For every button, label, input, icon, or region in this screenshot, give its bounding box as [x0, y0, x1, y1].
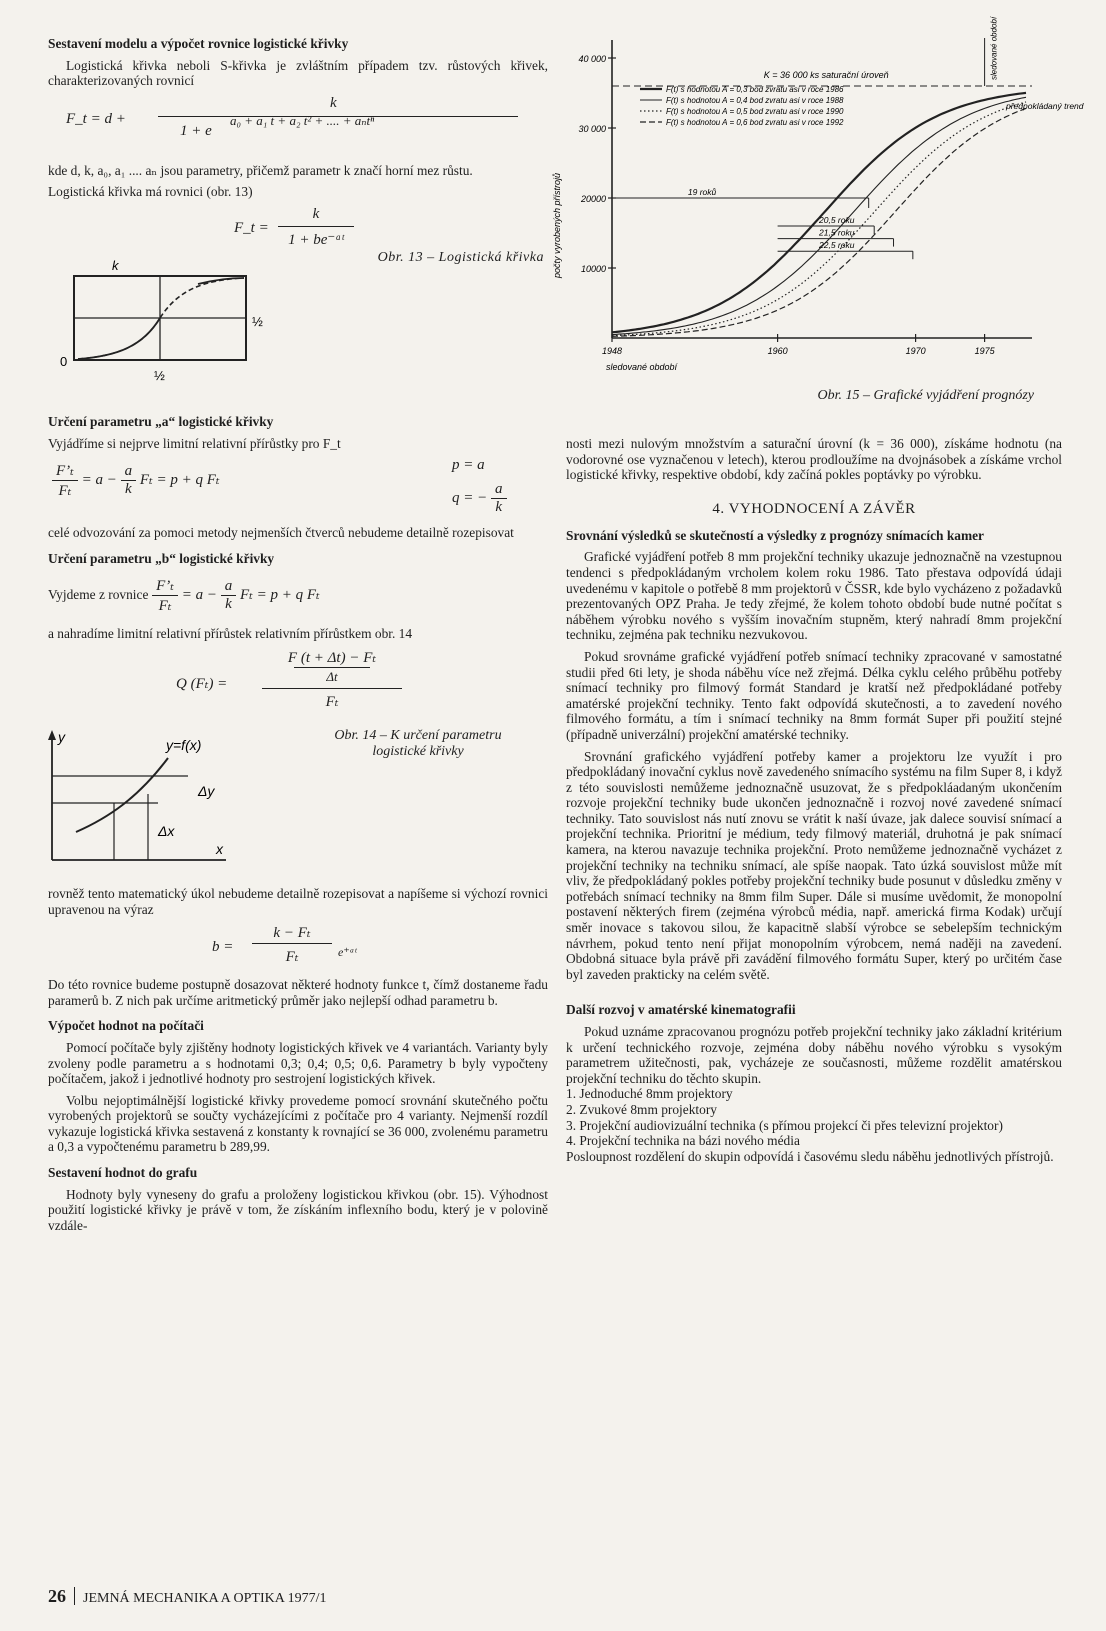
eqq-bar: [262, 688, 402, 689]
eqa-q: q = −: [452, 490, 488, 507]
x-axis-title: sledované období: [606, 362, 678, 372]
eqb-den: Fₜ: [158, 598, 172, 615]
eqb-mid: = a −: [181, 587, 217, 604]
eqb-pre: Vyjdeme z rovnice: [48, 587, 149, 603]
paragraph-r1: Grafické vyjádření potřeb 8 mm projekční techniky ukazuje jednoznačně na vzestupnou tendenci s předpokládaným vrcholem kolem roku 1986. Tato přestava odpovídá údaji uvedenému v kapitole o potřebě 8 mm projektorů v ČSSR, kde bylo vycházeno z požadavků prezentovaných OPZ Praha. Je tedy zřejmé, že kolem tohoto období bude nutné počítat s náběhem výrobku nového s vyšším inovačním stupněm, který nahradí 8mm projekční techniku, zejména pak techniku nezvukovou.: [566, 549, 1062, 643]
equation-growth: [48, 95, 548, 157]
x-tick-label: 1960: [767, 346, 788, 356]
list-item: 3. Projekční audiovizuální technika (s přímou projekcí či přes televizní projektor): [566, 1117, 1003, 1133]
chart-legend: [640, 85, 844, 127]
eqb-k-num: a: [221, 578, 237, 596]
legend-entry: F(t) s hodnotou A = 0,4 bod zvratu asi v roce 1988: [666, 96, 844, 105]
fig13-k-label: k: [112, 257, 119, 273]
y-tick-label: 10000: [580, 264, 606, 274]
figure-15: [552, 16, 1084, 430]
heading-model: Sestavení modelu a výpočet rovnice logistické křivky: [48, 36, 349, 51]
page-footer: [48, 1586, 326, 1607]
legend-entry: F(t) s hodnotou A = 0,5 bod zvratu asi v roce 1990: [666, 107, 844, 116]
eqbv-num: k − Fₜ: [273, 925, 311, 942]
equation-q: [48, 648, 548, 720]
eq2-den: 1 + be⁻ᵃᵗ: [288, 231, 344, 248]
eqb-k-den: k: [225, 596, 232, 613]
paragraph-r3: Srovnání grafického vyjádření potřeby kamer a projektoru lze využít i pro předpokládaný inovační cyklus nově zavedeného snímacího systému na film Super 8, i když z této souvislosti nemůžeme jednoznačně usuzovat, že s předpokláadaným ukončením rozvoje projekční techniky bude ukončen jednoznačně i rozvoj nové zavedené snímací techniky. Tato souvislost nás nutí znovu se vrátit k naší úvaze, jak dalece souvisí snímací a projekční technika. Prioritní je médium, tedy filmový materiál, druhotná je pak snímací kamera, na kterou navazuje technika projekční. Proto nemůžeme jednoznačně vycházet z projekční techniky na techniku snímací, ale spíše naopak. Tato úzká souvislost může mít vliv, že předpokládaný pokles potřeby projekční techniky bude posunut v důsledku změny v potřebách snímací techniky na 8mm film Super. Dále si musíme uvědomit, že monopolní postavení některých firem (zejména výrobců média, např. americká firma Kodak) určují směr inovace s takovou silou, že kapacitně slabší výrobce se sebelepším technickým návrhem, pokud tento není přijat monopolním výrobcem, nemá naději na zavedení. Obdobná situace byla právě při zavádění filmového formátu Super, který po určitém čase byl zaveden prakticky na celém světě.: [566, 748, 1062, 982]
eq2-bar: [278, 226, 354, 227]
eq1-den-a: 1 + e: [180, 122, 212, 139]
heading-param-b: Určení parametru „b“ logistické křivky: [48, 550, 275, 566]
legend-entry: F(t) s hodnotou A = 0,6 bod zvratu asi v roce 1992: [666, 118, 844, 127]
eqq-top: F (t + Δt) − Fₜ: [287, 649, 377, 666]
fig13-zero-label: 0: [60, 353, 68, 369]
x-tick-label: 1948: [601, 346, 623, 356]
eqa-q-den: k: [495, 499, 503, 516]
fig15-caption: Obr. 15 – Grafické vyjádření prognózy: [817, 388, 1034, 403]
y-axis-title: počty vyrobených přístrojů: [552, 172, 562, 278]
eqa-p: p = a: [452, 457, 485, 474]
eq1-den-b: a₀ + a₁ t + a₂ t² + .... + aₙtⁿ: [230, 112, 375, 128]
eqa-k-den: k: [125, 481, 132, 498]
eqa-k-num: a: [121, 463, 137, 481]
eq1-lhs: F_t = d +: [66, 110, 126, 127]
heading-compare: Srovnání výsledků se skutečností a výsledky z prognózy snímacích kamer: [566, 527, 985, 543]
paragraph-substitute: Do této rovnice budeme postupně dosazovat některé hodnoty funkce t, čímž dostaneme řadu paramerů b. Z nich pak určíme aritmetický průměr jako nejlepší odhad parametru b.: [48, 977, 548, 1008]
list-item: 4. Projekční technika na bázi nového média: [566, 1133, 800, 1149]
span-label: 21,5 roku: [819, 227, 855, 238]
equation-param-b: [48, 572, 548, 618]
left-column: [48, 30, 548, 1239]
heading-further: Další rozvoj v amatérské kinematografii: [566, 1002, 796, 1018]
x-tick-label: 1970: [905, 346, 926, 356]
paragraph-continued: nosti mezi nulovým množstvím a saturační úrovní (k = 36 000), získáme hodnotu (na vodorovné ose vyznačenou v letech), kterou prodloužíme na dvojnásobek a získáme vrchol logistické křivky, respektive období, kdy začíná pokles poptávky po výrobku.: [566, 436, 1062, 483]
paragraph-intro: Logistická křivka neboli S-křivka je zvláštním případem tzv. růstových křivek, charakterizovaných rovnicí: [48, 57, 548, 89]
eqbv-bar: [252, 943, 332, 944]
eqbv-lhs: b =: [212, 939, 234, 956]
y-tick-label: 20000: [580, 194, 606, 204]
paragraph-r5: Posloupnost rozdělení do skupin odpovídá i časovému sledu náběhu jednotlivých přístrojů.: [566, 1148, 1054, 1164]
eqbv-exp: e⁺ᵃᵗ: [338, 945, 357, 960]
eq1-num: k: [330, 94, 337, 111]
fig14-x-label: x: [216, 840, 223, 857]
figure-13: [48, 249, 548, 404]
fig14-y-label: y: [58, 728, 65, 745]
paragraph-param-a: Vyjádříme si nejprve limitní relativní přírůstky pro F_t: [48, 435, 341, 451]
fig13-half-bottom: ½: [154, 367, 165, 383]
equation-logistic: [48, 206, 548, 254]
eqa-frac-num: F’ₜ: [52, 461, 78, 481]
eqq-bar-small: [294, 667, 370, 668]
y-tick-label: 30 000: [578, 124, 606, 134]
journal-title: JEMNÁ MECHANIKA A OPTIKA 1977/1: [83, 1591, 327, 1606]
observed-period-label: sledované období: [989, 16, 999, 80]
paragraph-r4: Pokud uznáme zpracovanou prognózu potřeb projekční techniky jako základní kritérium k určení technického rozvoje, zejména doby náběhu nového výrobku s vysokým parametrem užitečnosti, pak, vycházeje ze současnosti, můžeme rozdělit amatérskou projekční techniku do těchto skupin.: [566, 1024, 1062, 1086]
eqb-num: F’ₜ: [152, 576, 178, 596]
fig14-dx: Δx: [158, 822, 175, 839]
paragraph-computer-2: Volbu nejoptimálnější logistické křivky provedeme pomocí srovnání skutečného počtu vyrobených projektorů se součty vycházejícími z počítače pro 4 varianty. Nejmenší rozdíl vykazuje logistická křivka sestavená z konstanty k rovnající se 36 000, zvolenému parametru a 0,3 a vypočtenému parametru b 289,99.: [48, 1092, 548, 1155]
group-list: [566, 1086, 1062, 1148]
span-label: 22,5 roku: [819, 240, 855, 251]
eqa-frac-den: Fₜ: [58, 483, 72, 500]
paragraph-r2: Pokud srovnáme grafické vyjádření potřeb snímací techniky zpracované v samostatné studii před 6ti lety, je shoda náběhu více než zřejmá. Délka cyklu celého průběhu potřeby snímací techniky pro filmový formát Standard je kratší než předpokládané potřeby amatérské projekční techniky. Tento fakt odpovídá skutečnosti, a to zavedení nového filmového formátu, a tím i snímací techniky na 8mm formát Super při použití stejné (případně univerzální) projekční amatérské techniky.: [566, 648, 1062, 742]
right-column: [552, 16, 1084, 1170]
heading-param-a: Určení parametru „a“ logistické křivky: [48, 413, 274, 429]
x-tick-label: 1975: [974, 346, 995, 356]
eqa-mid: = a −: [81, 472, 117, 489]
paragraph-replace: a nahradíme limitní relativní přírůstek relativním přírůstkem obr. 14: [48, 626, 413, 642]
page-number: 26: [48, 1586, 66, 1606]
equation-b-value: [48, 923, 548, 977]
legend-entry: F(t) s hodnotou A = 0,3 bod zvratu asi v roce 1986: [666, 85, 844, 94]
span-label: 19 roků: [687, 187, 717, 197]
paragraph-also: rovněž tento matematický úkol nebudeme detailně rozepisovat a napíšeme si výchozí rovnici upravenou na výraz: [48, 885, 548, 917]
eqa-rhs: Fₜ = p + q Fₜ: [139, 472, 220, 489]
equation-param-a: [48, 457, 548, 515]
chart-annotations: [612, 16, 1084, 259]
forecast-label: předpokládaný trend: [1006, 101, 1084, 111]
eq2-lhs: F_t =: [234, 219, 269, 236]
heading-computer: Výpočet hodnot na počítači: [48, 1018, 204, 1034]
section-heading-4: 4. VYHODNOCENÍ A ZÁVĚR: [712, 500, 916, 517]
fig15-chart: [552, 16, 1084, 400]
eq2-num: k: [312, 205, 320, 222]
paragraph-logistic: Logistická křivka má rovnici (obr. 13): [48, 184, 253, 200]
eqa-q-num: a: [491, 481, 507, 499]
paragraph-method: celé odvozování za pomoci metody nejmenších čtverců nebudeme detailně rozepisovat: [48, 525, 514, 541]
eqq-den: Fₜ: [325, 693, 339, 710]
span-label: 20,5 roku: [819, 215, 855, 225]
eqb-rhs: Fₜ = p + q Fₜ: [240, 587, 320, 604]
eqq-delta: Δt: [326, 668, 338, 684]
figure-14: [48, 728, 548, 878]
fig13-half-right: ½: [252, 313, 263, 329]
eqq-lhs: Q (Fₜ) =: [176, 675, 228, 692]
paragraph-params: kde d, k, a₀, a₁ .... aₙ jsou parametry, přičemž parametr k značí horní mez růstu.: [48, 162, 473, 178]
y-tick-label: 40 000: [578, 54, 606, 64]
fig13-caption: Obr. 13 – Logistická křivka: [377, 249, 544, 265]
fig14-func-label: y=f(x): [166, 736, 202, 753]
paragraph-computer-1: Pomocí počítače byly zjištěny hodnoty logistických křivek ve 4 variantách. Varianty byly zvoleny podle parametru a s hodnotami 0,3; 0,4; 0,5; 0,6. Parametry b byly vypočteny počítačem, jakož i jednotlivé hodnoty pro sestrojení logistických křivek.: [48, 1039, 548, 1087]
eqbv-den: Fₜ: [285, 949, 299, 966]
fig13-svg: [48, 254, 548, 404]
saturation-label: K = 36 000 ks saturační úroveň: [763, 70, 889, 80]
footer-divider: [74, 1587, 75, 1605]
heading-graph: Sestavení hodnot do grafu: [48, 1165, 198, 1181]
fig14-caption: Obr. 14 – K určení parametru logistické křivky: [334, 727, 502, 759]
list-item: 1. Jednoduché 8mm projektory: [566, 1086, 733, 1102]
paragraph-graph: Hodnoty byly vyneseny do grafu a proloženy logistickou křivkou (obr. 15). Výhodnost použití logistické křivky je právě v tom, že získáním inflexního bodu, který je v polovině vzdále-: [48, 1186, 548, 1233]
list-item: 2. Zvukové 8mm projektory: [566, 1101, 717, 1117]
fig14-dy: Δy: [198, 782, 215, 799]
